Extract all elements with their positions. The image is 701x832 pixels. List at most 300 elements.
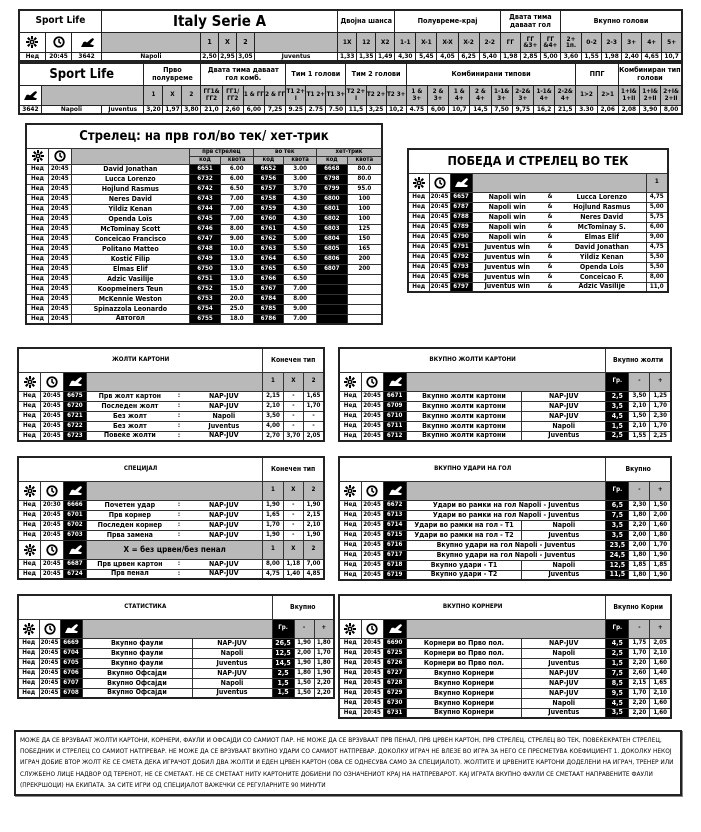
under-odd[interactable]: 2,30 [629,500,650,510]
first-scorer-odd[interactable]: 8.00 [220,224,253,234]
anytime-odd[interactable]: 7.00 [284,284,317,294]
line: 3,5 [606,530,629,540]
first-scorer-code: 6755 [190,314,221,324]
first-scorer-odd[interactable]: 13.0 [220,274,253,284]
totalyellow-row [339,401,671,411]
match-time: 20:45 [45,52,71,61]
first-scorer-odd[interactable]: 10.0 [220,244,253,254]
over-odd[interactable]: 2,20 [314,678,334,688]
total-goals-odd[interactable]: 1,98 [602,52,622,61]
first-scorer-odd[interactable]: 6.50 [220,184,253,194]
over-odd[interactable]: 1,25 [650,391,671,401]
hattrick-odd [347,304,382,314]
time: 20:45 [361,550,383,560]
anytime-odd[interactable]: 5.50 [284,244,317,254]
first-scorer-odd[interactable]: 7.00 [220,204,253,214]
win-scorer-row [408,202,668,212]
market: Корнери во Прво пол. [406,648,522,658]
anytime-odd[interactable]: 4.30 [284,214,317,224]
group-team2-goals: Тим 2 голови [346,63,406,85]
odd-1[interactable]: 1,70 [263,520,283,530]
over-odd[interactable]: 1,90 [314,668,334,678]
odd-2[interactable]: 2,05 [304,431,324,441]
odd-x[interactable]: 3,70 [283,431,303,441]
first-half-header: 2 [182,85,201,105]
time: 20:45 [49,304,72,314]
btts-combo-odd[interactable]: 2,60 [222,105,243,114]
player-name: McTominay S. [558,222,646,232]
time: 20:45 [49,264,72,274]
total-goals-odd[interactable]: 2,40 [622,52,642,61]
under-odd[interactable]: 1,80 [629,510,650,520]
stats-row [18,668,334,678]
dc-header: 1X [338,32,357,52]
code: 6727 [383,668,406,678]
code: 6712 [383,431,406,441]
over-odd[interactable]: 2,10 [650,688,671,698]
day: Нед [339,540,361,550]
code: 6705 [60,658,82,668]
over-odd[interactable]: 1,90 [650,570,671,580]
htft-odd[interactable]: 5,45 [416,52,437,61]
first-scorer-code: 6752 [190,284,221,294]
over-odd[interactable]: 1,85 [650,560,671,570]
first-scorer-odd[interactable]: 18.0 [220,314,253,324]
time: 20:45 [39,638,60,648]
over-odd[interactable]: 2,00 [650,510,671,520]
team2-goals-odd[interactable]: 3,25 [366,105,386,114]
code: 6690 [383,638,406,648]
separator: : [173,530,186,540]
team: Napoli [522,520,606,530]
win-scorer-title: ПОБЕДА И СТРЕЛЕЦ ВО ТЕК [408,149,668,173]
under-odd[interactable]: 1,55 [629,431,650,441]
over-odd[interactable]: 2,20 [314,688,334,698]
anytime-odd[interactable]: 3.00 [284,164,317,174]
over-odd[interactable]: 2,10 [650,648,671,658]
under-odd[interactable]: 1,85 [629,560,650,570]
over-odd[interactable]: 1,80 [314,638,334,648]
odd[interactable]: 11,0 [646,282,668,292]
under-odd[interactable]: 2,10 [629,401,650,411]
total-goals-odd[interactable]: 4,65 [642,52,662,61]
boot-icon [453,177,469,188]
day: Нед [18,421,41,431]
day: Нед [26,294,49,304]
under-odd[interactable]: 1,80 [629,570,650,580]
first-scorer-odd[interactable]: 20.0 [220,294,253,304]
team-win: Juventus win [472,282,542,292]
first-scorer-odd[interactable]: 6.00 [220,164,253,174]
under-odd[interactable]: 2,20 [629,708,650,718]
ampersand: & [542,242,558,252]
ampersand: & [542,272,558,282]
day: Нед [18,658,39,668]
odd-1[interactable]: 4,75 [263,569,283,579]
day: Нед [339,560,361,570]
ppg-odd[interactable]: 3.30 [576,105,597,114]
time: 20:45 [429,242,450,252]
odd[interactable]: 5,00 [646,202,668,212]
btts-combo-odd[interactable]: 7,25 [265,105,286,114]
scorer-row [26,194,382,204]
hattrick-odd[interactable]: 80.0 [347,164,382,174]
hattrick-odd[interactable]: 200 [347,254,382,264]
ppg-odd[interactable]: 2,06 [597,105,618,114]
htft-odd[interactable]: 5,40 [479,52,500,61]
total-goals-odd[interactable]: 10,7 [662,52,682,61]
odd-2[interactable]: 4,85 [303,569,324,579]
team2-goals-odd[interactable]: 10,2 [386,105,406,114]
team: Napoli [522,421,606,431]
under-odd[interactable]: 2,00 [629,530,650,540]
under-odd[interactable]: 2,00 [629,540,650,550]
clock-cell [45,32,71,52]
anytime-code: 6786 [253,314,284,324]
combo-goals-odd[interactable]: 2,08 [618,105,639,114]
combo-odd[interactable]: 6,00 [427,105,448,114]
combo-goals-odd[interactable]: 8,00 [661,105,682,114]
day: Нед [18,678,39,688]
hattrick-odd[interactable]: 100 [347,204,382,214]
under-odd[interactable]: 2,10 [629,421,650,431]
line: 2,5 [606,648,629,658]
code-cell [63,481,87,500]
code: 6725 [383,648,406,658]
dc-odd[interactable]: 1,35 [357,52,376,61]
odd-1[interactable]: 2,70 [263,431,283,441]
player-name: McTominay Scott [71,224,190,234]
odd[interactable]: 4,75 [646,192,668,202]
under-odd[interactable]: 1,90 [294,658,314,668]
odd[interactable]: 5,50 [646,262,668,272]
odd-1[interactable]: 1,65 [263,510,283,520]
hattrick-code: 6801 [316,204,347,214]
hattrick-odd[interactable]: 125 [347,224,382,234]
first-half-odd[interactable]: 3,20 [144,105,163,114]
day: Нед [339,550,361,560]
yellow-row [18,421,324,431]
gear-icon [32,150,44,162]
odd-2[interactable]: 2,15 [303,510,324,520]
combo-odd[interactable]: 4.75 [406,105,427,114]
dc-odd[interactable]: 1,33 [338,52,357,61]
odd[interactable]: 9,00 [646,232,668,242]
anytime-odd[interactable]: 8.00 [284,294,317,304]
hattrick-odd[interactable]: 150 [347,234,382,244]
teams-header [41,85,144,105]
shots-row [339,570,671,580]
stats-row [18,638,334,648]
under-odd[interactable]: 2,60 [629,668,650,678]
day: Нед [339,688,361,698]
first-scorer-odd[interactable]: 6.00 [220,174,253,184]
hattrick-code: 6799 [316,184,347,194]
market: Вкупно жолти картони [406,431,522,441]
day: Нед [26,244,49,254]
anytime-odd[interactable]: 5.00 [284,234,317,244]
first-half-odd[interactable]: 1,97 [163,105,182,114]
odd[interactable]: 5,75 [646,212,668,222]
under-odd[interactable]: 2,20 [629,520,650,530]
player-name: Neres David [558,212,646,222]
anytime-odd[interactable]: 3.00 [284,174,317,184]
anytime-odd[interactable]: 7.00 [284,314,317,324]
hattrick-code [316,314,347,324]
dc-odd[interactable]: 1,49 [376,52,395,61]
code: 6797 [450,282,472,292]
under-odd[interactable]: 1,75 [629,638,650,648]
odd-x[interactable]: 1,40 [283,569,303,579]
team: NAP-JUV [522,688,606,698]
odd-1[interactable]: 2,15 [263,391,283,401]
combo-goals-odd[interactable]: 3,90 [639,105,660,114]
hattrick-code: 6805 [316,244,347,254]
special-title: СПЕЦИЈАЛ [18,457,263,481]
odd-1[interactable]: 1,90 [263,500,283,510]
hattrick-odd[interactable]: 100 [347,214,382,224]
scorer-row [26,184,382,194]
htft-odd[interactable]: 4,30 [395,52,416,61]
day: Нед [18,510,41,520]
odd-1[interactable]: 3,50 [263,411,283,421]
code: 6791 [450,242,472,252]
odd-1[interactable]: 4,00 [263,421,283,431]
code: 6723 [63,431,87,441]
team: NAP-JUV [185,500,262,510]
odd[interactable]: 8,00 [646,272,668,282]
first-scorer-odd[interactable]: 13.0 [220,264,253,274]
line: 1,5 [606,421,629,431]
over-odd[interactable]: 1,70 [650,540,671,550]
corners-row [339,708,671,718]
code: 6721 [63,411,87,421]
combo-odd[interactable]: 14,5 [470,105,491,114]
under-odd[interactable]: 1,50 [294,688,314,698]
odd-2[interactable]: 7,00 [303,559,324,569]
hattrick-odd[interactable]: 95.0 [347,184,382,194]
combo-goals-header: 1+I& 1+II [618,85,639,105]
anytime-odd[interactable]: 4.50 [284,224,317,234]
under-odd[interactable]: 2,20 [629,698,650,708]
group-first-scorer: прв стрелец [190,148,253,156]
under-odd[interactable]: 2,20 [629,658,650,668]
first-scorer-odd[interactable]: 9.00 [220,234,253,244]
btts-odd[interactable]: 2,85 [520,52,540,61]
odd[interactable]: 5,50 [646,252,668,262]
day: Нед [339,500,361,510]
under-odd[interactable]: 2,00 [294,648,314,658]
code-cell [19,85,41,105]
combo-odd[interactable]: 7,50 [491,105,512,114]
under-odd[interactable]: 1,80 [629,550,650,560]
under-odd[interactable]: 1,70 [629,648,650,658]
btts-combo-odd[interactable]: 21,0 [201,105,222,114]
over-odd[interactable]: 1,70 [314,648,334,658]
team1-goals-odd[interactable]: 7.50 [326,105,346,114]
first-scorer-odd[interactable]: 25.0 [220,304,253,314]
hattrick-odd[interactable]: 200 [347,264,382,274]
first-scorer-code: 6753 [190,294,221,304]
win-scorer-row [408,232,668,242]
day: Нед [26,314,49,324]
code: 6687 [63,559,87,569]
win-scorer-row [408,222,668,232]
scorer-row [26,254,382,264]
anytime-odd[interactable]: 6.50 [284,264,317,274]
time: 20:45 [361,401,383,411]
first-scorer-code: 6732 [190,174,221,184]
over-odd[interactable]: 1,60 [650,698,671,708]
odd-2[interactable]: 1,70 [304,401,324,411]
odd-1[interactable]: 1,90 [263,530,283,540]
odd-2[interactable]: 1,90 [303,530,324,540]
over-odd[interactable]: 1,60 [650,520,671,530]
team: NAP-JUV [522,668,606,678]
hattrick-odd[interactable]: 165 [347,244,382,254]
first-scorer-odd[interactable]: 7.00 [220,194,253,204]
clock-cell [361,619,383,638]
hattrick-code: 6806 [316,254,347,264]
over-odd[interactable]: 1,70 [650,421,671,431]
over-odd[interactable]: 1,40 [650,668,671,678]
hattrick-odd [347,284,382,294]
odd-2[interactable]: 2,10 [303,520,324,530]
combo-odd[interactable]: 16,2 [533,105,554,114]
hattrick-odd[interactable]: 80.0 [347,174,382,184]
under-odd[interactable]: 2,15 [629,678,650,688]
gear-icon [23,623,35,635]
stats-row [18,688,334,698]
anytime-odd[interactable]: 6.50 [284,274,317,284]
market: Вкупно удари на гол Napoli - Juventus [406,540,606,550]
anytime-odd[interactable]: 3.70 [284,184,317,194]
time: 20:45 [49,284,72,294]
over-odd[interactable]: 2,30 [650,411,671,421]
team2-goals-odd[interactable]: 11,5 [346,105,366,114]
day: Нед [339,431,361,441]
btts-combo-odd[interactable]: 6,00 [243,105,264,114]
anytime-code: 6760 [253,214,284,224]
first-scorer-odd[interactable]: 7.00 [220,214,253,224]
scorer-row [26,224,382,234]
hattrick-odd[interactable]: 100 [347,194,382,204]
team: NAP-JUV [522,411,606,421]
team-win: Napoli win [472,212,542,222]
combo-odd[interactable]: 21,5 [555,105,576,114]
under-odd[interactable]: 1,50 [629,411,650,421]
over-odd[interactable]: 2,05 [650,638,671,648]
under-odd[interactable]: 1,50 [294,678,314,688]
day: Нед [339,648,361,658]
under-odd[interactable]: 1,80 [294,668,314,678]
under-odd[interactable]: 3,50 [629,391,650,401]
odd-1[interactable]: 2,10 [263,401,283,411]
team1-goals-odd[interactable]: 9.25 [286,105,306,114]
team1-goals-odd[interactable]: 2.75 [306,105,326,114]
under-odd[interactable]: 1,70 [629,688,650,698]
odd-2[interactable]: 1,65 [304,391,324,401]
shots-row [339,540,671,550]
over-odd[interactable]: 1,80 [650,530,671,540]
odd-x[interactable]: 1,18 [283,559,303,569]
match-code: 3642 [19,105,41,114]
line: 12,5 [272,648,294,658]
yellow-row [18,391,324,401]
player-name: Автогол [71,314,190,324]
under-odd[interactable]: 1,90 [294,638,314,648]
day: Нед [408,252,429,262]
htft-odd[interactable]: 6,25 [458,52,479,61]
time: 20:45 [41,401,64,411]
code: 6671 [383,391,406,401]
player-name: David Jonathan [71,164,190,174]
first-half-odd[interactable]: 3,80 [182,105,201,114]
first-scorer-odd[interactable]: 13.0 [220,254,253,264]
over-odd[interactable]: 2,25 [650,431,671,441]
odd[interactable]: 6,00 [646,222,668,232]
anytime-odd[interactable]: 6.50 [284,254,317,264]
market: Удари во рамки на гол Napoli - Juventus [406,500,606,510]
corners-row [339,648,671,658]
player-name: Neres David [71,194,190,204]
boot-icon [63,623,79,634]
odd-1[interactable]: 8,00 [263,559,283,569]
first-scorer-odd[interactable]: 15.0 [220,284,253,294]
market-header [406,372,606,391]
over-odd[interactable]: 1,60 [650,658,671,668]
over-odd[interactable]: 1,65 [650,678,671,688]
btts-header: ГГ &4+ [540,32,560,52]
team1-goals-header: T1 2+ [306,85,326,105]
market: Вкупно удари - T2 [406,570,522,580]
htft-header: 2-2 [479,32,500,52]
htft-odd[interactable]: 4,05 [437,52,458,61]
team: NAP-JUV [192,638,272,648]
over-odd[interactable]: 1,90 [650,550,671,560]
btts-odd[interactable]: 1,98 [500,52,520,61]
odd[interactable]: 4,75 [646,242,668,252]
anytime-odd[interactable]: 4.30 [284,204,317,214]
code: 6726 [383,658,406,668]
btts-odd[interactable]: 5,00 [540,52,560,61]
1x2-odd[interactable]: 2,95 [220,52,235,60]
time: 20:45 [41,530,64,540]
line: 24,5 [606,550,629,560]
total-goals-odd[interactable]: 1,55 [582,52,602,61]
anytime-odd[interactable]: 4.30 [284,194,317,204]
market: Вкупно удари - T1 [406,560,522,570]
total-goals-odd[interactable]: 3,60 [560,52,581,61]
player-name: Koopmeiners Teun [71,284,190,294]
day: Нед [26,194,49,204]
away-team: Juventus [102,105,144,114]
day: Нед [26,214,49,224]
combo-odd[interactable]: 10,7 [449,105,470,114]
1x2-odd[interactable]: 2,50 [202,52,217,60]
over-odd[interactable]: 1,60 [650,708,671,718]
line: 23,5 [606,540,629,550]
over-odd[interactable]: 1,70 [650,401,671,411]
separator: : [173,391,186,401]
group-btts: Двата тима даваат гол [500,10,560,32]
odd-2[interactable]: 1,90 [303,500,324,510]
combo-odd[interactable]: 9,75 [512,105,533,114]
1x2-odd[interactable]: 3,05 [238,52,253,60]
over-odd[interactable]: 1,80 [314,658,334,668]
over-odd[interactable]: 1,50 [650,500,671,510]
anytime-odd[interactable]: 9.00 [284,304,317,314]
